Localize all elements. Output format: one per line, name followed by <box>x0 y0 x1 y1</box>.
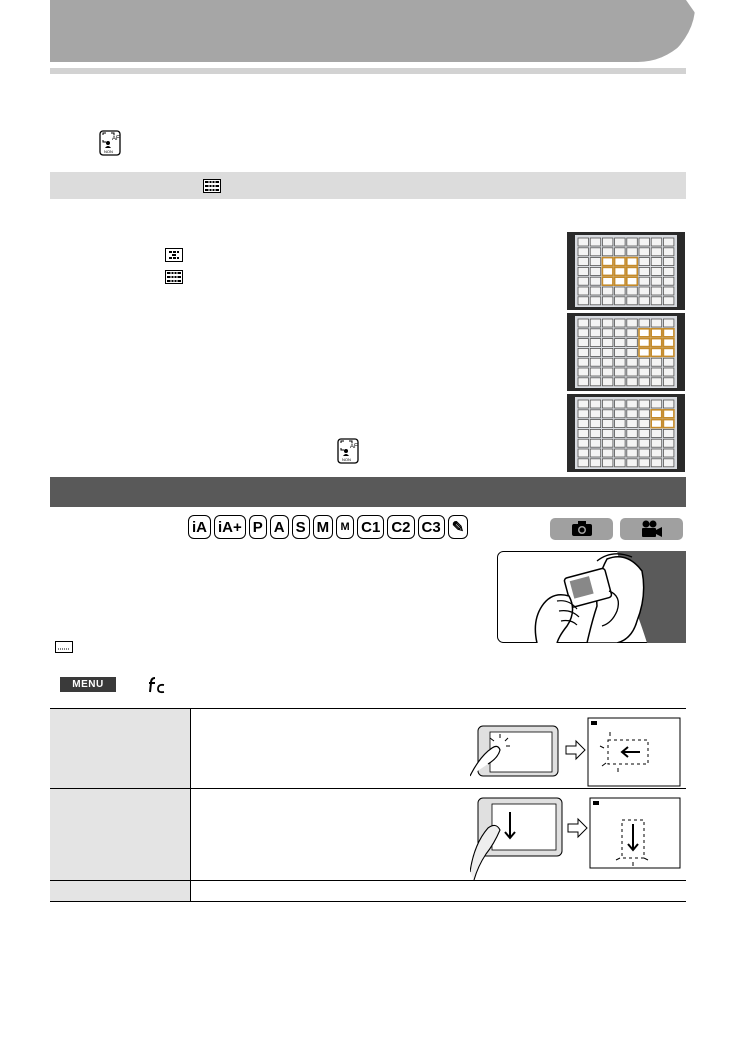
af-grid-thumbnail-3 <box>567 394 685 472</box>
recording-mode-icons <box>188 515 468 542</box>
af-zone <box>615 238 626 246</box>
af-zone <box>578 287 589 295</box>
af-zone <box>615 459 626 467</box>
af-zone <box>602 339 613 347</box>
af-zone-selected <box>602 258 613 266</box>
mode-c3-icon: C3 <box>418 515 445 539</box>
af-zone-selected <box>602 277 613 285</box>
af-zone-selected <box>627 277 638 285</box>
af-zone <box>590 410 601 418</box>
af-zone <box>627 449 638 457</box>
af-zone <box>651 277 662 285</box>
af-zone <box>627 459 638 467</box>
af-zone <box>602 238 613 246</box>
af-zone <box>627 410 638 418</box>
camera-icon <box>571 521 593 537</box>
af-zone-selected <box>615 258 626 266</box>
table-divider-2 <box>50 880 686 881</box>
af-zone <box>651 439 662 447</box>
af-zone <box>639 248 650 256</box>
table-top-border <box>50 708 686 709</box>
af-zone <box>590 329 601 337</box>
touch-settings-table <box>50 708 686 902</box>
af-zone <box>663 378 674 386</box>
af-zone-selected <box>651 410 662 418</box>
af-zone <box>651 429 662 437</box>
af-zone <box>627 378 638 386</box>
af-zone <box>615 439 626 447</box>
af-zone <box>627 297 638 305</box>
af-zone <box>627 429 638 437</box>
af-zone <box>615 339 626 347</box>
video-camera-icon <box>641 520 663 538</box>
af-zone <box>590 319 601 327</box>
af-zone <box>639 410 650 418</box>
af-zone <box>651 297 662 305</box>
table-bottom-border <box>50 901 686 902</box>
af-zone <box>639 368 650 376</box>
af-zone <box>627 439 638 447</box>
af-face-detection-icon-2 <box>337 438 359 464</box>
af-zone <box>639 420 650 428</box>
af-zone <box>590 238 601 246</box>
af-zone <box>615 287 626 295</box>
af-zone <box>578 429 589 437</box>
af-zone <box>578 449 589 457</box>
af-zone <box>602 378 613 386</box>
af-zone-large-icon <box>203 179 221 193</box>
af-zone <box>578 439 589 447</box>
af-zone <box>590 449 601 457</box>
af-zone <box>651 267 662 275</box>
af-zone <box>615 368 626 376</box>
photo-mode-pill <box>550 518 613 540</box>
mode-a-icon: A <box>270 515 289 539</box>
af-zone <box>602 420 613 428</box>
af-zone <box>578 329 589 337</box>
af-zone <box>615 358 626 366</box>
section-bar-af-area <box>50 172 686 199</box>
af-zone <box>615 329 626 337</box>
af-zone <box>639 238 650 246</box>
mode-creative-icon: ✎ <box>448 515 469 539</box>
af-zone <box>578 378 589 386</box>
af-zone-selected <box>663 348 674 356</box>
af-zone <box>590 248 601 256</box>
af-zone <box>663 287 674 295</box>
af-zone <box>639 459 650 467</box>
display-frame-icon <box>55 641 73 653</box>
af-zone <box>615 449 626 457</box>
af-zone <box>663 297 674 305</box>
af-zone <box>651 287 662 295</box>
table-row-3-label-cell <box>50 880 190 902</box>
af-zone <box>602 368 613 376</box>
af-zone <box>602 439 613 447</box>
af-zone <box>578 297 589 305</box>
header-underline <box>50 68 686 74</box>
af-zone <box>615 400 626 408</box>
af-zone <box>590 297 601 305</box>
af-zone <box>590 287 601 295</box>
af-grid-thumbnail-2 <box>567 313 685 391</box>
af-zone <box>663 459 674 467</box>
table-column-divider <box>190 708 191 902</box>
mode-ia-icon: iA <box>188 515 211 539</box>
af-zone <box>651 238 662 246</box>
mode-p-icon: P <box>249 515 267 539</box>
af-zone-selected <box>639 329 650 337</box>
menu-badge: MENU <box>60 677 116 692</box>
mode-c1-icon: C1 <box>357 515 384 539</box>
af-zone <box>615 348 626 356</box>
af-zone <box>663 368 674 376</box>
af-zone <box>639 297 650 305</box>
af-zone <box>615 319 626 327</box>
af-zone-selected <box>651 420 662 428</box>
af-zone <box>602 319 613 327</box>
af-zone <box>615 378 626 386</box>
af-zone-selected <box>627 267 638 275</box>
af-zone <box>639 267 650 275</box>
af-zone <box>578 459 589 467</box>
af-zone <box>651 400 662 408</box>
af-zone-selected <box>627 258 638 266</box>
mode-ia-plus-icon: iA+ <box>214 515 246 539</box>
header-tab <box>50 0 700 62</box>
af-zone <box>615 248 626 256</box>
af-zone <box>590 439 601 447</box>
af-zone <box>663 277 674 285</box>
af-zone <box>578 267 589 275</box>
af-zone <box>639 287 650 295</box>
table-row-1-label-cell <box>50 708 190 788</box>
svg-text:NON: NON <box>342 457 351 462</box>
af-zone <box>602 400 613 408</box>
af-zone <box>627 248 638 256</box>
af-zone <box>651 378 662 386</box>
af-zone <box>590 429 601 437</box>
af-zone <box>663 358 674 366</box>
af-zone <box>615 297 626 305</box>
af-zone <box>651 368 662 376</box>
af-zone <box>578 319 589 327</box>
af-zone <box>651 248 662 256</box>
mode-movie-m-icon: M <box>336 515 354 539</box>
af-zone <box>590 267 601 275</box>
svg-text:NON: NON <box>104 149 113 154</box>
af-grid-thumbnail-1 <box>567 232 685 310</box>
af-zone <box>602 410 613 418</box>
video-mode-pill <box>620 518 683 540</box>
touch-tap-illustration <box>470 716 686 788</box>
af-zone <box>602 459 613 467</box>
af-zone <box>627 329 638 337</box>
af-zone <box>578 420 589 428</box>
af-zone <box>627 400 638 408</box>
af-zone <box>590 459 601 467</box>
af-zone-selected <box>663 339 674 347</box>
af-zone <box>578 358 589 366</box>
af-zone <box>590 348 601 356</box>
af-zone <box>627 348 638 356</box>
af-zone-selected <box>615 277 626 285</box>
af-zone <box>602 358 613 366</box>
af-zone <box>627 287 638 295</box>
svg-text:AF: AF <box>350 444 358 450</box>
custom-fc-icon <box>147 676 167 694</box>
table-divider-1 <box>50 788 686 789</box>
af-zone <box>627 238 638 246</box>
af-zone <box>639 319 650 327</box>
af-zone <box>639 449 650 457</box>
af-zone <box>627 358 638 366</box>
af-zone <box>590 420 601 428</box>
af-zone <box>578 348 589 356</box>
af-zone <box>602 297 613 305</box>
af-zone <box>590 358 601 366</box>
af-zone <box>578 339 589 347</box>
af-zone <box>639 378 650 386</box>
af-zone <box>663 238 674 246</box>
mode-c2-icon: C2 <box>387 515 414 539</box>
af-zone <box>663 319 674 327</box>
af-zone <box>663 248 674 256</box>
af-zone <box>663 267 674 275</box>
af-zone <box>578 248 589 256</box>
af-zone <box>602 287 613 295</box>
af-zone <box>578 400 589 408</box>
af-zone <box>578 258 589 266</box>
person-viewfinder-illustration <box>497 551 686 643</box>
af-zone <box>627 368 638 376</box>
af-zone <box>651 258 662 266</box>
af-zone <box>651 358 662 366</box>
svg-text:AF: AF <box>112 136 120 142</box>
af-zone <box>651 449 662 457</box>
af-zone <box>590 258 601 266</box>
af-zone-selected <box>663 410 674 418</box>
af-zone <box>590 400 601 408</box>
mode-s-icon: S <box>292 515 310 539</box>
af-zone-large-icon-2 <box>165 270 183 284</box>
af-zone <box>602 429 613 437</box>
af-zone <box>639 439 650 447</box>
af-zone <box>627 319 638 327</box>
af-zone-selected <box>651 329 662 337</box>
af-zone-selected <box>602 267 613 275</box>
af-zone <box>578 368 589 376</box>
af-zone <box>651 459 662 467</box>
af-zone <box>590 339 601 347</box>
af-zone <box>639 429 650 437</box>
table-row-2-label-cell <box>50 788 190 880</box>
af-zone <box>602 329 613 337</box>
af-zone <box>663 439 674 447</box>
af-zone <box>602 449 613 457</box>
af-zone <box>578 410 589 418</box>
section-bar-touch-pad <box>50 477 686 507</box>
af-zone <box>615 410 626 418</box>
page-corner-decoration <box>660 0 700 60</box>
af-zone <box>615 429 626 437</box>
af-zone <box>578 277 589 285</box>
af-zone <box>639 277 650 285</box>
af-zone <box>602 348 613 356</box>
af-zone <box>639 400 650 408</box>
af-zone <box>663 449 674 457</box>
af-zone-small-icon <box>165 248 183 262</box>
af-zone-selected <box>615 267 626 275</box>
af-zone <box>627 420 638 428</box>
af-zone-selected <box>663 329 674 337</box>
af-zone <box>615 420 626 428</box>
af-zone <box>590 368 601 376</box>
af-zone-selected <box>639 339 650 347</box>
mode-m-icon: M <box>313 515 334 539</box>
af-zone <box>578 238 589 246</box>
af-zone <box>663 429 674 437</box>
af-zone <box>651 319 662 327</box>
af-zone <box>663 258 674 266</box>
af-zone-selected <box>663 420 674 428</box>
af-zone <box>639 258 650 266</box>
af-zone <box>627 339 638 347</box>
af-zone <box>639 358 650 366</box>
af-zone-selected <box>639 348 650 356</box>
af-zone-selected <box>651 339 662 347</box>
af-zone <box>602 248 613 256</box>
touch-slide-illustration <box>470 794 686 880</box>
af-zone <box>663 400 674 408</box>
af-face-detection-icon <box>99 130 121 156</box>
af-zone-selected <box>651 348 662 356</box>
af-zone <box>590 277 601 285</box>
af-zone <box>590 378 601 386</box>
